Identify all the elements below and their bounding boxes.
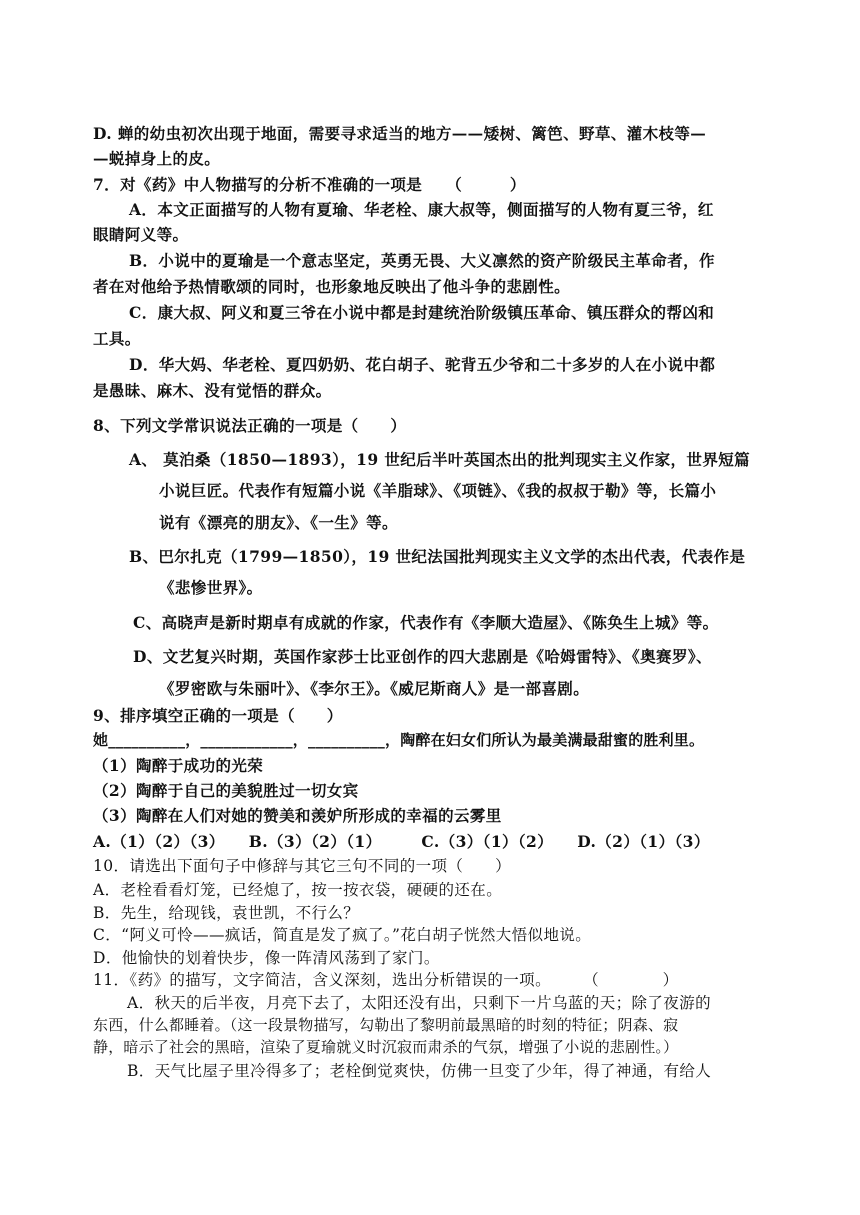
q6-option-d-line2: —蜕掉身上的皮。 (93, 149, 221, 168)
q11-option-a-line3: 静，暗示了社会的黑暗，渲染了夏瑜就义时沉寂而肃杀的气氛，增强了小说的悲剧性。） (93, 1038, 679, 1056)
q8-option-d-line2: 《罗密欧与朱丽叶》、《李尔王》。《威尼斯商人》是一部喜剧。 (159, 679, 590, 698)
q9-item-1: （1）陶醉于成功的光荣 (93, 756, 264, 775)
q8-option-a-line2: 小说巨匠。代表作有短篇小说《羊脂球》、《项链》、《我的叔叔于勒》等，长篇小 (159, 481, 717, 500)
q10-option-b: B．先生，给现钱，袁世凯，不行么？ (93, 904, 360, 922)
q7-title: 7．对《药》中人物描写的分析不准确的一项是 （ ） (93, 175, 526, 194)
q9-sentence: 她__________，____________，__________，陶醉在妇女们所认为最美满最甜蜜的胜利里。 (93, 731, 705, 749)
q11-option-a-line1: A．秋天的后半夜，月亮下去了，太阳还没有出，只剩下一片乌蓝的天；除了夜游的 (127, 994, 711, 1012)
q8-option-a-line3: 说有《漂亮的朋友》、《一生》等。 (159, 513, 398, 532)
q9-options: A.（1）（2）（3） B.（3）（2）（1） C.（3）（1）（2） D.（2）（1）（3） (93, 832, 710, 851)
q9-item-3: （3）陶醉在人们对她的赞美和羡妒所形成的幸福的云雾里 (93, 806, 502, 825)
q11-option-a-line2: 东西，什么都睡着。（这一段景物描写，勾勒出了黎明前最黑暗的时刻的特征；阴森、寂 (93, 1016, 679, 1034)
q7-option-b-line2: 者在对他给予热情歌颂的同时，也形象地反映出了他斗争的悲剧性。 (93, 277, 571, 296)
q10-title: 10．请选出下面句子中修辞与其它三句不同的一项（ ） (93, 857, 512, 875)
q10-option-a: A．老栓看看灯笼，已经熄了，按一按衣袋，硬硬的还在。 (93, 881, 503, 899)
q8-option-b-line2: 《悲惨世界》。 (159, 578, 263, 597)
q8-option-b-line1: B、巴尔扎克（1799—1850），19 世纪法国批判现实主义文学的杰出代表，代表作是 (129, 547, 746, 566)
q7-option-d-line1: D．华大妈、华老栓、夏四奶奶、花白胡子、驼背五少爷和二十多岁的人在小说中都 (129, 355, 716, 374)
q8-option-d-line1: D、文艺复兴时期，英国作家莎士比亚创作的四大悲剧是《哈姆雷特》、《奥赛罗》、 (133, 647, 712, 666)
q7-option-c-line1: C．康大叔、阿义和夏三爷在小说中都是封建统治阶级镇压革命、镇压群众的帮凶和 (129, 303, 715, 322)
q7-option-b-line1: B．小说中的夏瑜是一个意志坚定，英勇无畏、大义凛然的资产阶级民主革命者，作 (129, 251, 715, 270)
q8-option-c: C、高晓声是新时期卓有成就的作家，代表作有《李顺大造屋》、《陈奂生上城》等。 (133, 613, 719, 632)
q11-title: 11．《药》的描写，文字简洁，含义深刻，选出分析错误的一项。 （ ） (93, 971, 679, 989)
q11-option-b-line1: B．天气比屋子里冷得多了；老栓倒觉爽快，仿佛一旦变了少年，得了神通，有给人 (127, 1062, 712, 1080)
q9-item-2: （2）陶醉于自己的美貌胜过一切女宾 (93, 781, 359, 800)
q8-title: 8、下列文学常识说法正确的一项是（ ） (93, 416, 407, 435)
q6-option-d-line1: D. 蝉的幼虫初次出现于地面，需要寻求适当的地方——矮树、篱笆、野草、灌木枝等— (93, 124, 707, 143)
q7-option-a-line1: A．本文正面描写的人物有夏瑜、华老栓、康大叔等，侧面描写的人物有夏三爷，红 (129, 200, 714, 219)
q10-option-d: D．他愉快的划着快步，像一阵清风荡到了家门。 (93, 949, 440, 967)
q7-option-a-line2: 眼睛阿义等。 (93, 225, 189, 244)
q9-title: 9、排序填空正确的一项是（ ） (93, 706, 343, 725)
q8-option-a-line1: A、 莫泊桑（1850—1893），19 世纪后半叶英国杰出的批判现实主义作家，世界短篇 (129, 450, 751, 469)
q7-option-c-line2: 工具。 (93, 329, 141, 348)
q10-option-c: C．“阿义可怜——疯话，简直是发了疯了。”花白胡子恍然大悟似地说。 (93, 926, 592, 944)
q7-option-d-line2: 是愚昧、麻木、没有觉悟的群众。 (93, 381, 332, 400)
